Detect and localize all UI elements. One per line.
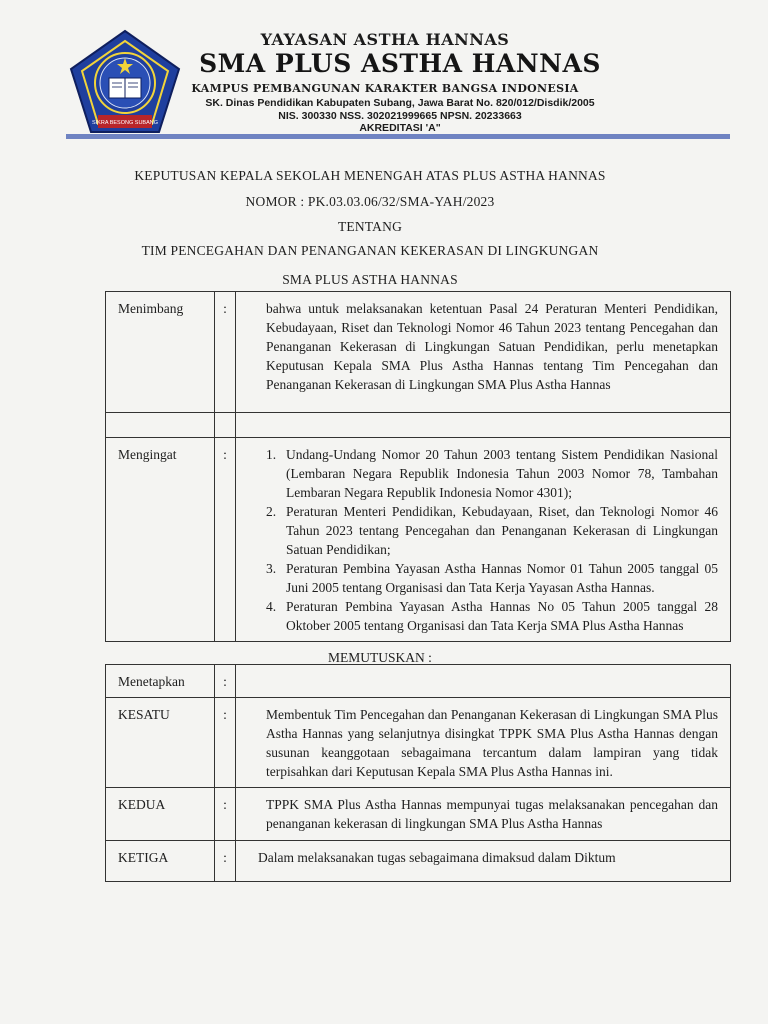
campus-tagline: KAMPUS PEMBANGUNAN KARAKTER BANGSA INDONESIA — [191, 82, 579, 95]
empty-cell — [236, 413, 731, 438]
decree-title: KEPUTUSAN KEPALA SEKOLAH MENENGAH ATAS PLUS ASTHA HANNAS — [134, 168, 606, 183]
colon: : — [215, 438, 236, 642]
decree-number: NOMOR : PK.03.03.06/32/SMA-YAH/2023 — [245, 194, 495, 209]
decision-table — [105, 664, 731, 882]
school-logo-icon — [68, 28, 182, 136]
table-row — [106, 665, 731, 698]
empty-cell — [215, 413, 236, 438]
menimbang-text: bahwa untuk melaksanakan ketentuan Pasal 24 Peraturan Menteri Pendidikan, Kebudayaan, Riset dan Teknologi Nomor 46 Tahun 2023 tentang Pencegahan dan Penanganan Kekerasan di Lingkungan Satuan Pendidikan, perlu menetapkan Keputusan Kepala SMA Plus Astha Hannas tentang Tim Pencegahan dan Penanganan Kekerasan di Lingkungan SMA Plus Astha Hannas — [236, 292, 731, 413]
list-item: 3. Peraturan Pembina Yayasan Astha Hannas Nomor 01 Tahun 2005 tanggal 05 Juni 2005 tentang Organisasi dan Tata Kerja Yayasan Astha Hannas. — [266, 561, 718, 595]
list-item: 4. Peraturan Pembina Yayasan Astha Hannas No 05 Tahun 2005 tanggal 28 Oktober 2005 tentang Organisasi dan Tata Kerja SMA Plus Astha Hannas — [266, 599, 718, 633]
kesatu-text: Membentuk Tim Pencegahan dan Penanganan Kekerasan di Lingkungan SMA Plus Astha Hannas yang selanjutnya disingkat TPPK SMA Plus Astha Hannas dengan susunan keanggotaan sebagaimana tercantum dalam lampiran yang tidak terpisahkan dari Keputusan Kepala SMA Plus Astha Hannas ini. — [236, 698, 731, 788]
list-item: 2. Peraturan Menteri Pendidikan, Kebudayaan, Riset, dan Teknologi Nomor 46 Tahun 2023 tentang Pencegahan dan Penanganan Kekerasan di Lingkungan Satuan Pendidikan; — [266, 504, 718, 557]
ketiga-label: KETIGA — [106, 841, 215, 882]
ketiga-text: Dalam melaksanakan tugas sebagaimana dimaksud dalam Diktum — [236, 841, 731, 882]
colon: : — [215, 292, 236, 413]
mengingat-label: Mengingat — [106, 438, 215, 642]
colon: : — [215, 665, 236, 698]
table-row — [106, 292, 731, 413]
colon: : — [215, 788, 236, 841]
mengingat-list-cell — [236, 438, 731, 642]
menimbang-label: Menimbang — [106, 292, 215, 413]
table-row — [106, 413, 731, 438]
mengingat-list — [266, 445, 718, 635]
kesatu-label: KESATU — [106, 698, 215, 788]
school-name: SMA PLUS ASTHA HANNAS — [199, 49, 601, 78]
colon: : — [215, 841, 236, 882]
kedua-text: TPPK SMA Plus Astha Hannas mempunyai tugas melaksanakan pencegahan dan penanganan kekerasan di lingkungan SMA Plus Astha Hannas — [236, 788, 731, 841]
table-row — [106, 438, 731, 642]
empty-cell — [236, 665, 731, 698]
decree-subject-line1: TIM PENCEGAHAN DAN PENANGANAN KEKERASAN DI LINGKUNGAN — [141, 243, 599, 258]
table-row — [106, 841, 731, 882]
logo-text: SIKRA BESONG SUBANG — [91, 120, 159, 126]
empty-cell — [106, 413, 215, 438]
table-row — [106, 698, 731, 788]
letterhead-divider — [66, 134, 730, 139]
foundation-name: YAYASAN ASTHA HANNAS — [260, 30, 510, 49]
school-numbers: NIS. 300330 NSS. 302021999665 NPSN. 20233663 — [278, 110, 522, 122]
colon: : — [215, 698, 236, 788]
menetapkan-label: Menetapkan — [106, 665, 215, 698]
decree-about: TENTANG — [337, 219, 403, 234]
list-item: 1. Undang-Undang Nomor 20 Tahun 2003 tentang Sistem Pendidikan Nasional (Lembaran Negara Republik Indonesia Tahun 2003 Nomor 78, Tambahan Lembaran Negara Republik Indonesia Nomor 4301); — [266, 447, 718, 500]
kedua-label: KEDUA — [106, 788, 215, 841]
decision-heading: MEMUTUSKAN : — [328, 650, 432, 665]
decree-subject-line2: SMA PLUS ASTHA HANNAS — [282, 272, 458, 287]
considerations-table — [105, 291, 731, 642]
sk-decree: SK. Dinas Pendidikan Kabupaten Subang, Jawa Barat No. 820/012/Disdik/2005 — [205, 97, 595, 109]
table-row — [106, 788, 731, 841]
accreditation: AKREDITASI 'A" — [359, 122, 441, 134]
